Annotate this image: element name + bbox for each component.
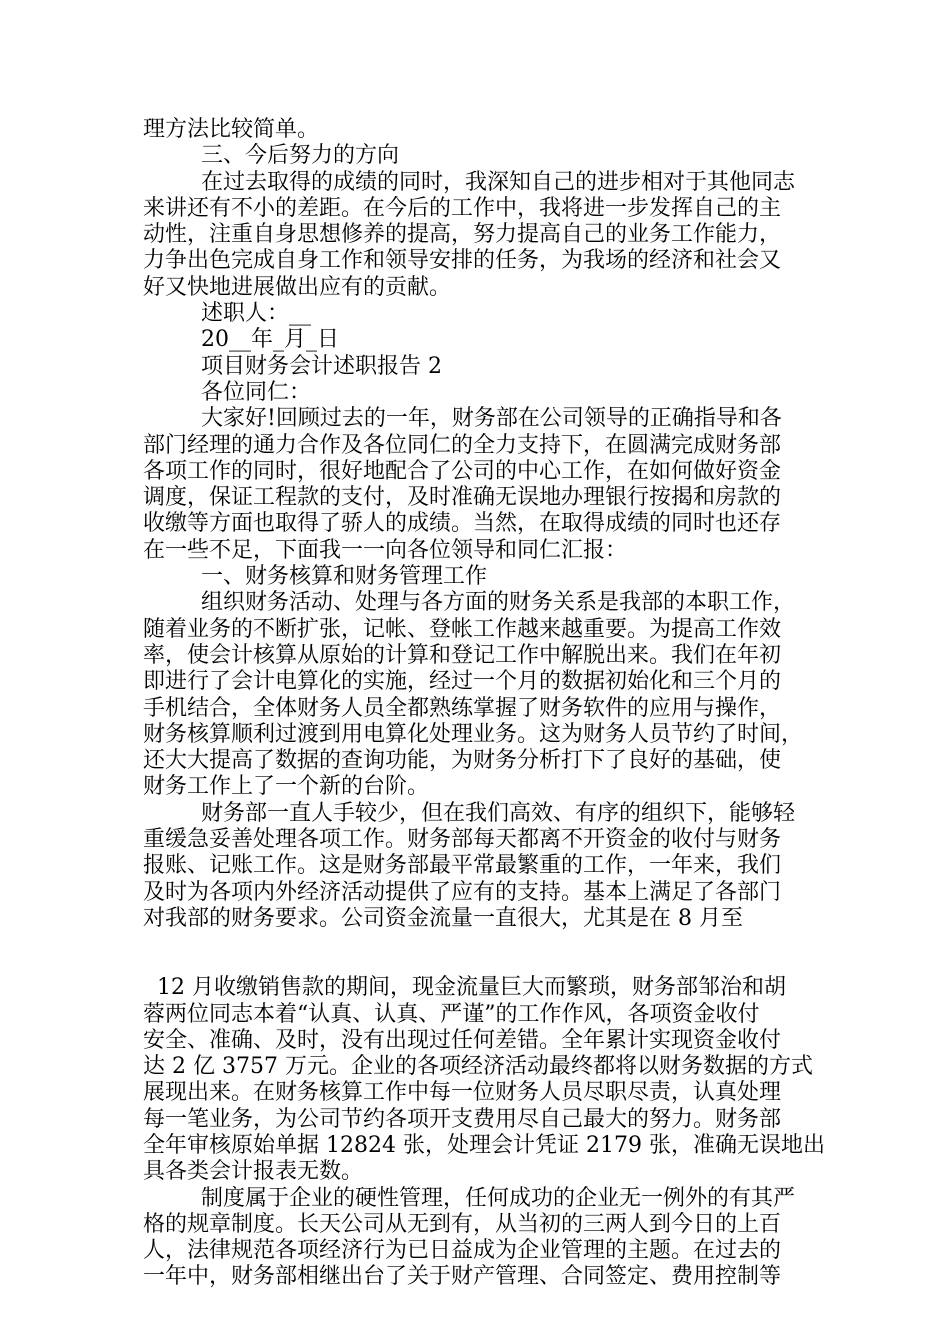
text-line: 全年审核原始单据 12824 张，处理会计凭证 2179 张，准确无误地出 — [143, 1132, 825, 1158]
text-line: 安全、准确、及时，没有出现过任何差错。全年累计实现资金收付 — [143, 1027, 782, 1053]
text-line: 力争出色完成自身工作和领导安排的任务，为我场的经济和社会又 — [143, 248, 782, 274]
text-line: 三、今后努力的方向 — [201, 143, 400, 169]
text-line: 一年中，财务部相继出台了关于财产管理、合同签定、费用控制等 — [143, 1264, 782, 1290]
text-line: 理方法比较简单。 — [143, 117, 320, 142]
text-line: 20__年_月_日 — [201, 327, 339, 353]
text-line: 好又快地进展做出应有的贡献。 — [143, 274, 452, 300]
text-line: 报账、记账工作。这是财务部最平常最繁重的工作，一年来，我们 — [143, 853, 782, 879]
text-line: 大家好!回顾过去的一年，财务部在公司领导的正确指导和各 — [201, 406, 782, 432]
text-line: 手机结合，全体财务人员全都熟练掌握了财务软件的应用与操作， — [143, 695, 782, 721]
document-body-part-1 — [143, 117, 823, 932]
text-line: 财务部一直人手较少，但在我们高效、有序的组织下，能够轻 — [201, 800, 796, 826]
document-body-part-2 — [143, 975, 823, 1291]
text-line: 各位同仁： — [201, 379, 312, 405]
text-line: 财务核算顺利过渡到用电算化处理业务。这为财务人员节约了时间， — [143, 721, 804, 747]
text-line: 12 月收缴销售款的期间，现金流量巨大而繁琐，财务部邹治和胡 — [157, 975, 786, 1001]
text-line: 即进行了会计电算化的实施，经过一个月的数据初始化和三个月的 — [143, 669, 782, 695]
text-line: 在一些不足，下面我一一向各位领导和同仁汇报： — [143, 537, 628, 563]
text-line: 动性，注重自身思想修养的提高，努力提高自己的业务工作能力， — [143, 222, 782, 248]
text-line: 率，使会计核算从原始的计算和登记工作中解脱出来。我们在年初 — [143, 642, 782, 668]
text-line: 在过去取得的成绩的同时，我深知自己的进步相对于其他同志 — [201, 169, 796, 195]
text-line: 具各类会计报表无数。 — [143, 1159, 364, 1185]
text-line: 人，法律规范各项经济行为已日益成为企业管理的主题。在过去的 — [143, 1238, 782, 1264]
text-line: 收缴等方面也取得了骄人的成绩。当然，在取得成绩的同时也还存 — [143, 511, 782, 537]
text-line: 制度属于企业的硬性管理，任何成功的企业无一例外的有其严 — [201, 1185, 796, 1211]
text-line: 格的规章制度。长天公司从无到有，从当初的三两人到今日的上百 — [143, 1211, 782, 1237]
text-line: 部门经理的通力合作及各位同仁的全力支持下，在圆满完成财务部 — [143, 432, 782, 458]
text-line: 对我部的财务要求。公司资金流量一直很大，尤其是在 8 月至 — [143, 905, 743, 931]
text-line: 一、财务核算和财务管理工作 — [201, 564, 488, 590]
text-line: 及时为各项内外经济活动提供了应有的支持。基本上满足了各部门 — [143, 879, 782, 905]
text-line: 各项工作的同时，很好地配合了公司的中心工作，在如何做好资金 — [143, 458, 782, 484]
text-line: 蓉两位同志本着“认真、认真、严谨”的工作作风，各项资金收付 — [143, 1001, 760, 1027]
text-line: 述职人：__ — [201, 301, 312, 327]
text-line: 来讲还有不小的差距。在今后的工作中，我将进一步发挥自己的主 — [143, 195, 782, 221]
text-line: 重缓急妥善处理各项工作。财务部每天都离不开资金的收付与财务 — [143, 827, 782, 853]
text-line: 还大大提高了数据的查询功能，为财务分析打下了良好的基础，使 — [143, 748, 782, 774]
text-line: 项目财务会计述职报告 2 — [201, 353, 442, 379]
text-line: 财务工作上了一个新的台阶。 — [143, 774, 430, 800]
text-line: 随着业务的不断扩张，记帐、登帐工作越来越重要。为提高工作效 — [143, 616, 782, 642]
text-line: 展现出来。在财务核算工作中每一位财务人员尽职尽责，认真处理 — [143, 1080, 782, 1106]
paragraph-gap — [143, 932, 823, 975]
text-line: 达 2 亿 3757 万元。企业的各项经济活动最终都将以财务数据的方式 — [143, 1054, 813, 1080]
text-line: 每一笔业务，为公司节约各项开支费用尽自己最大的努力。财务部 — [143, 1106, 782, 1132]
text-line: 调度，保证工程款的支付，及时准确无误地办理银行按揭和房款的 — [143, 485, 782, 511]
document-page — [143, 117, 823, 1291]
text-line: 组织财务活动、处理与各方面的财务关系是我部的本职工作， — [201, 590, 796, 616]
